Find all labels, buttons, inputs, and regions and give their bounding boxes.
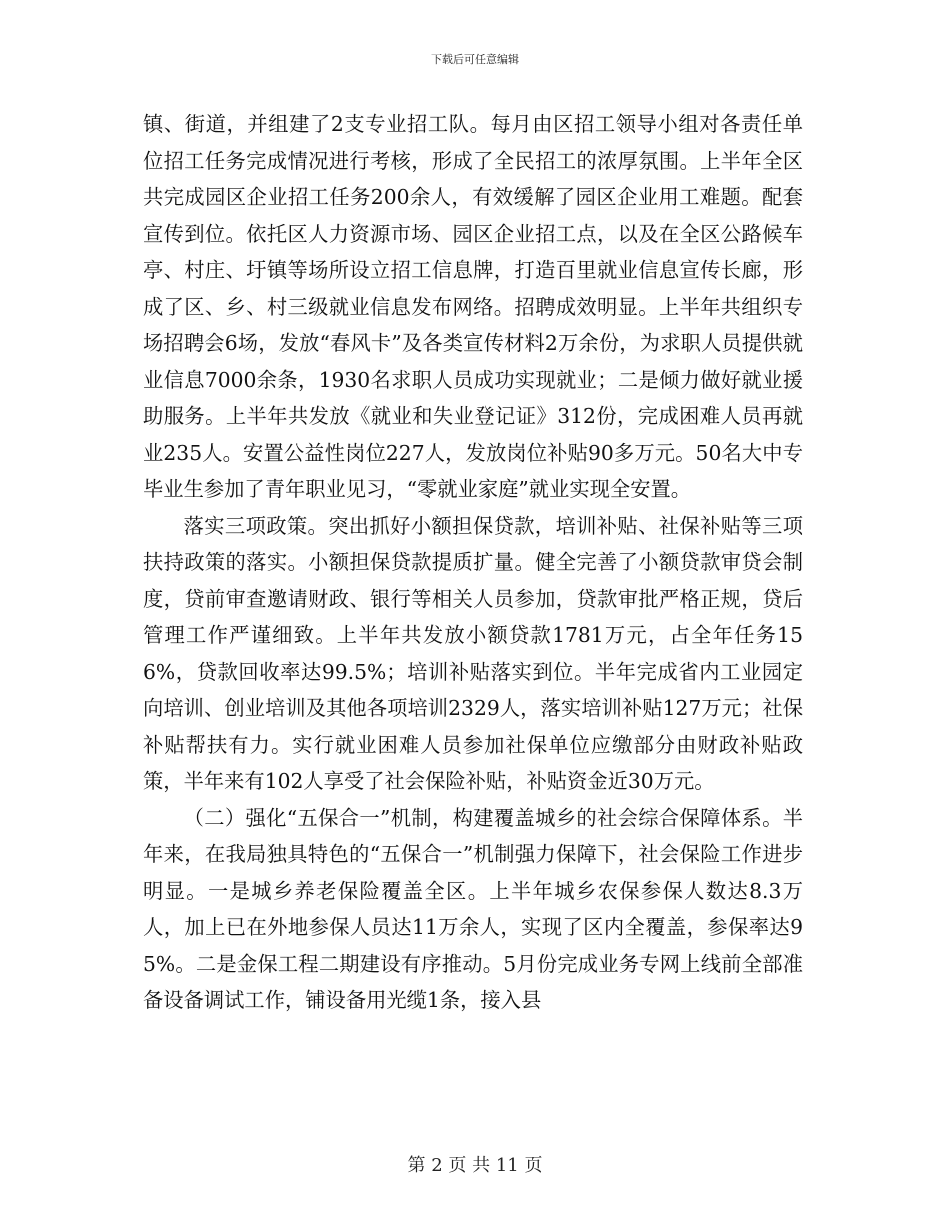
page-number: 第 2 页 共 11 页: [407, 1155, 543, 1176]
paragraph-social-security: （二）强化“五保合一”机制，构建覆盖城乡的社会综合保障体系。半年来，在我局独具特色的“五保合一”机制强力保障下，社会保险工作进步明显。一是城乡养老保险覆盖全区。上半年城乡农保参保人数达8.3万人，加上已在外地参保人员达11万余人，实现了区内全覆盖，参保率达95%。二是金保工程二期建设有序推动。5月份完成业务专网上线前全部准备设备调试工作，铺设备用光缆1条，接入县: [143, 805, 803, 1012]
paragraph-employment-recruitment: 镇、街道，并组建了2支专业招工队。每月由区招工领导小组对各责任单位招工任务完成情况进行考核，形成了全民招工的浓厚氛围。上半年全区共完成园区企业招工任务200余人，有效缓解了园区企业用工难题。配套宣传到位。依托区人力资源市场、园区企业招工点，以及在全区公路候车亭、村庄、圩镇等场所设立招工信息牌，打造百里就业信息宣传长廊，形成了区、乡、村三级就业信息发布网络。招聘成效明显。上半年共组织专场招聘会6场，发放“春风卡”及各类宣传材料2万余份，为求职人员提供就业信息7000余条，1930名求职人员成功实现就业；二是倾力做好就业援助服务。上半年共发放《就业和失业登记证》312份，完成困难人员再就业235人。安置公益性岗位227人，发放岗位补贴90多万元。50名大中专毕业生参加了青年职业见习，“零就业家庭”就业实现全安置。: [143, 112, 803, 501]
paragraph-three-policies: 落实三项政策。突出抓好小额担保贷款，培训补贴、社保补贴等三项扶持政策的落实。小额担保贷款提质扩量。健全完善了小额贷款审贷会制度，贷前审查邀请财政、银行等相关人员参加，贷款审批严格正规，贷后管理工作严谨细致。上半年共发放小额贷款1781万元，占全年任务156%，贷款回收率达99.5%；培训补贴落实到位。半年完成省内工业园定向培训、创业培训及其他各项培训2329人，落实培训补贴127万元；社保补贴帮扶有力。实行就业困难人员参加社保单位应缴部分由财政补贴政策，半年来有102人享受了社会保险补贴，补贴资金近30万元。: [143, 513, 803, 793]
body-text: [143, 106, 803, 1019]
page-header-note: 下载后可任意编辑: [431, 53, 519, 66]
